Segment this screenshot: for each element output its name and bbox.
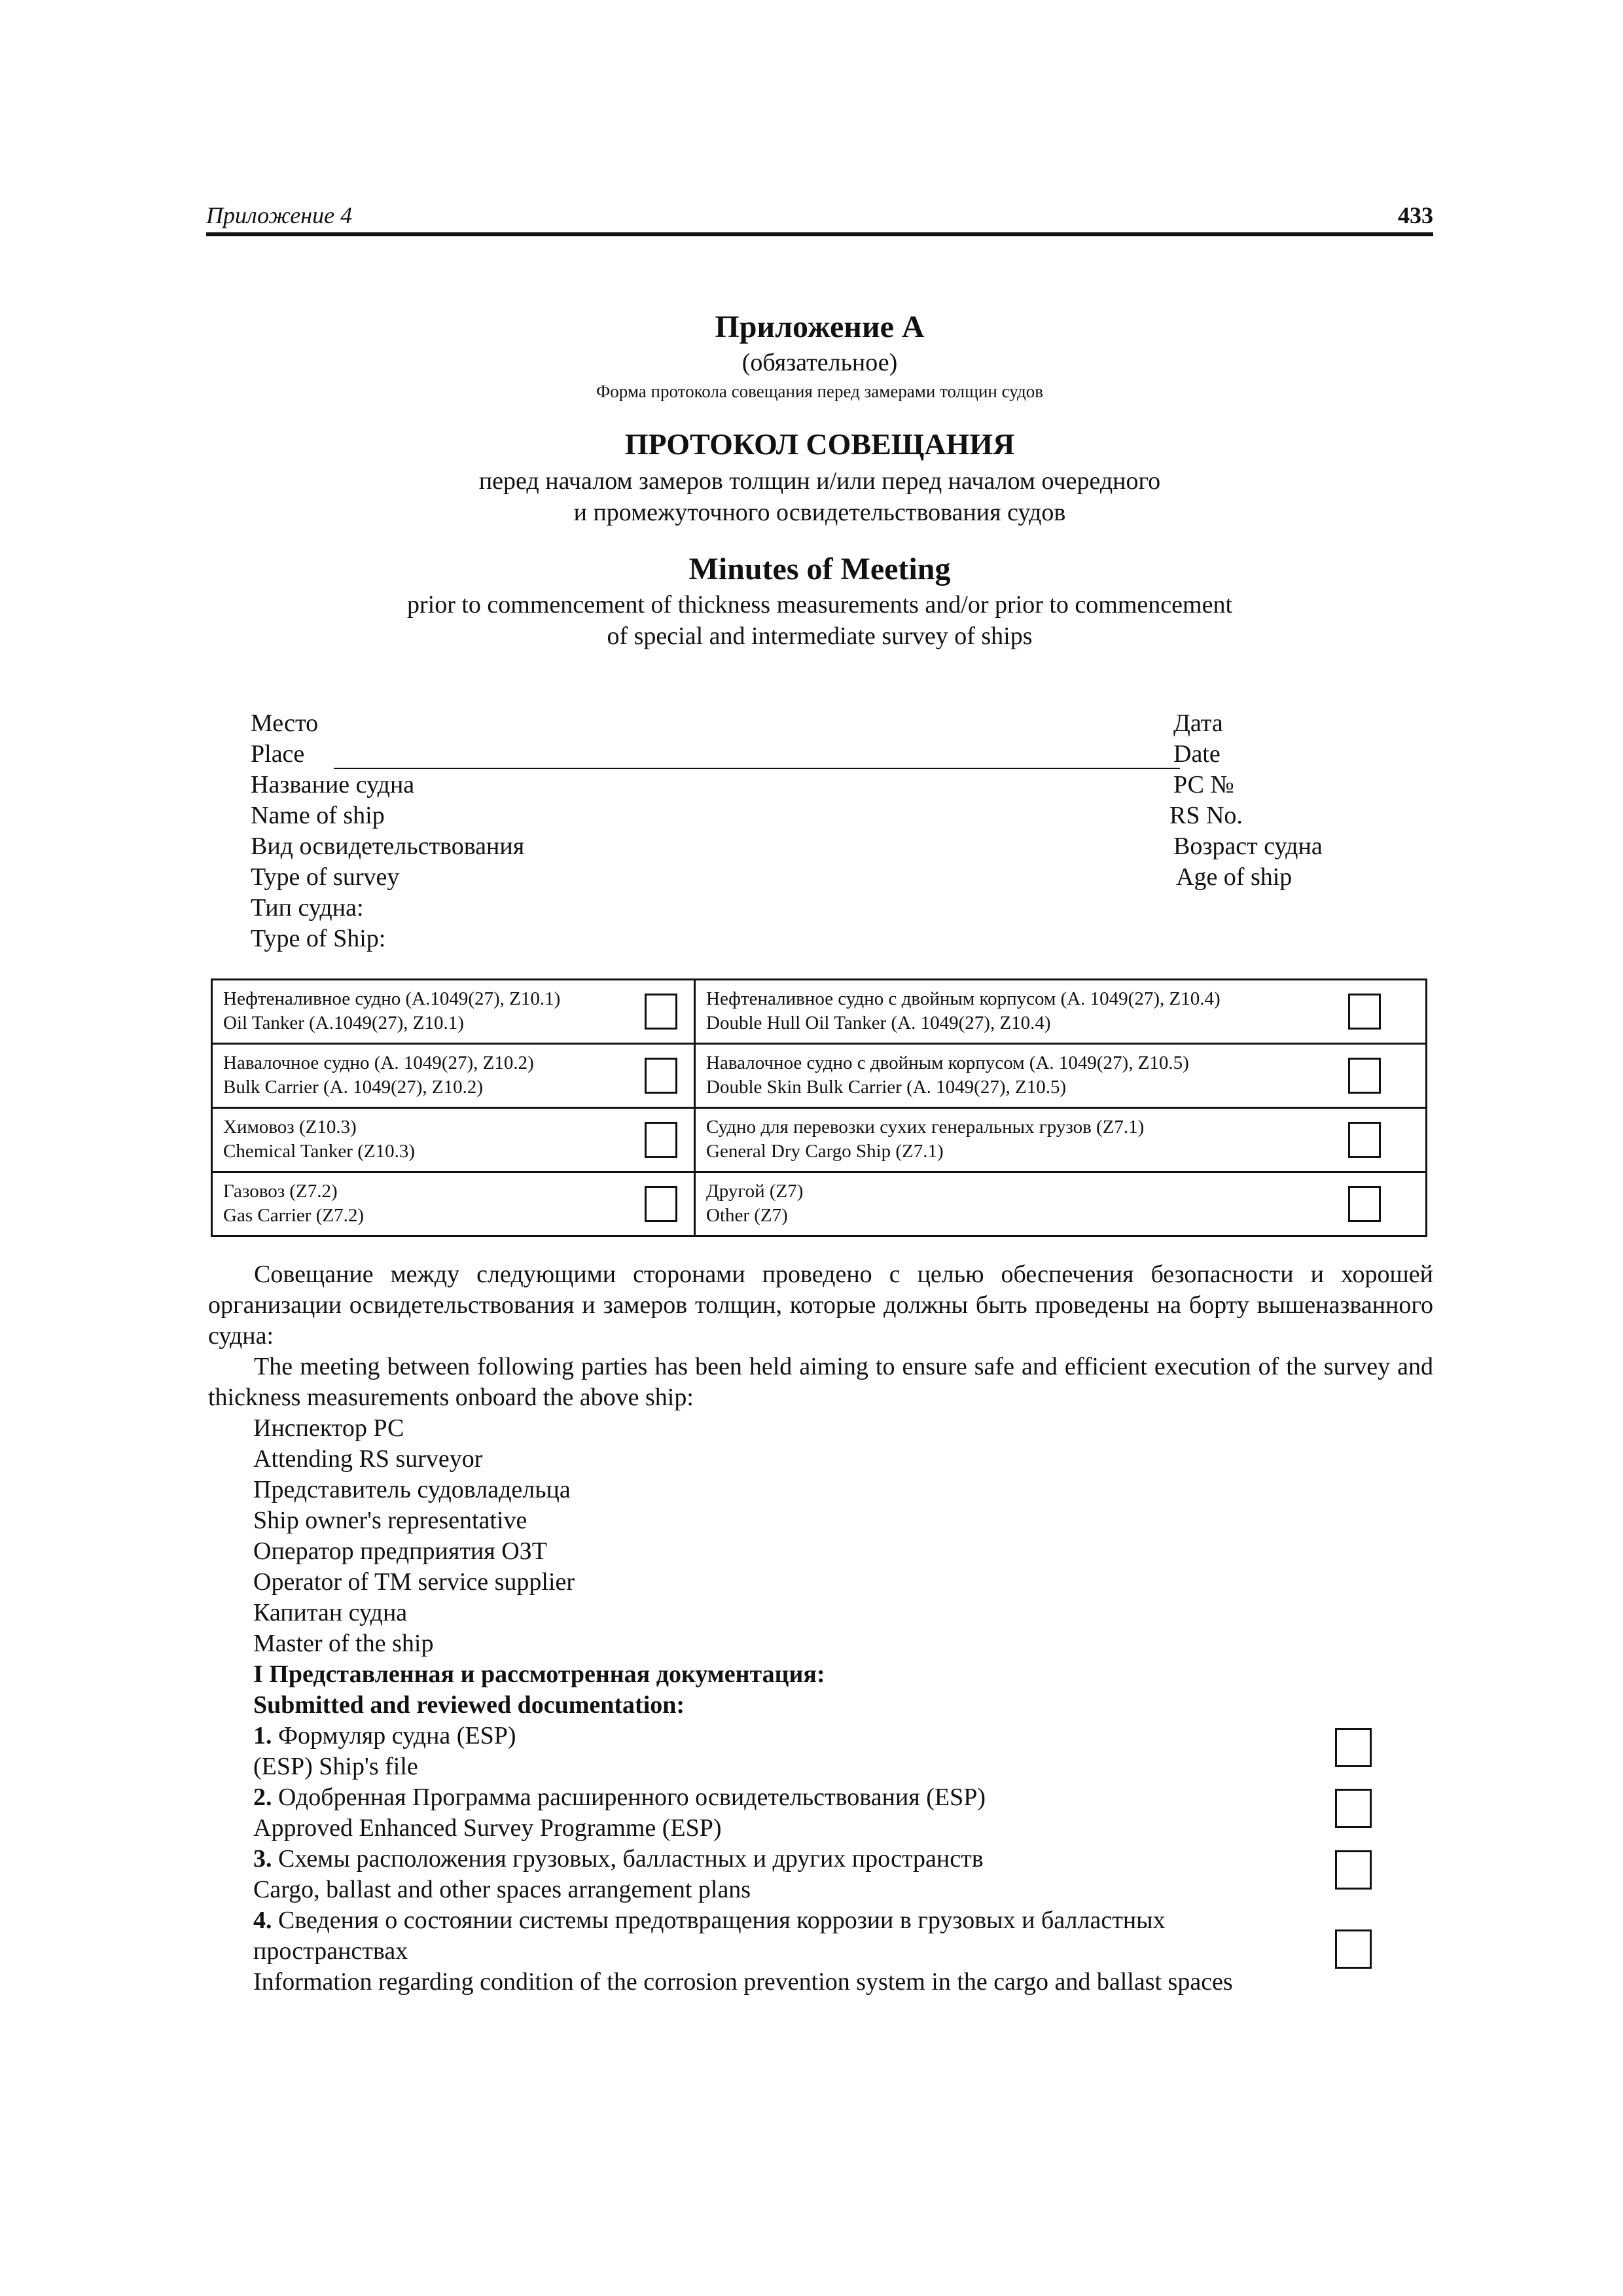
checkbox-chemical-tanker[interactable] bbox=[645, 1122, 677, 1158]
doc-number: 3. bbox=[253, 1845, 272, 1873]
party-surveyor-en: Attending RS surveyor bbox=[253, 1445, 483, 1473]
checkbox-doc-3[interactable] bbox=[1335, 1850, 1372, 1890]
checkbox-double-skin-bulk-carrier[interactable] bbox=[1348, 1058, 1381, 1094]
doc-label: Формуляр судна (ESP) bbox=[278, 1722, 516, 1749]
ship-type-label-en: General Dry Cargo Ship (Z7.1) bbox=[706, 1141, 944, 1162]
ship-type-label-ru: Судно для перевозки сухих генеральных грузов (Z7.1) bbox=[706, 1117, 1145, 1138]
table-row bbox=[212, 1108, 1427, 1172]
checkbox-doc-2[interactable] bbox=[1335, 1789, 1372, 1828]
doc-label: Схемы расположения грузовых, балластных и других пространств bbox=[278, 1845, 984, 1873]
ship-type-cell-right bbox=[695, 1044, 1427, 1108]
meeting-paragraph-en bbox=[208, 1352, 1433, 1413]
field-label-date-en: Date bbox=[1173, 740, 1221, 768]
ship-type-label-en: Other (Z7) bbox=[706, 1205, 788, 1226]
protocol-title: ПРОТОКОЛ СОВЕЩАНИЯ bbox=[624, 427, 1015, 461]
doc-item-1-ru bbox=[253, 1721, 516, 1750]
ship-type-label-en: Chemical Tanker (Z10.3) bbox=[223, 1141, 415, 1162]
ship-type-label-en: Double Skin Bulk Carrier (A. 1049(27), Z10.5) bbox=[706, 1077, 1067, 1098]
ship-type-label-ru: Нефтеналивное судно (A.1049(27), Z10.1) bbox=[223, 988, 561, 1009]
ship-type-label-ru: Навалочное судно с двойным корпусом (A. 1049(27), Z10.5) bbox=[706, 1052, 1189, 1073]
doc-item-3-ru bbox=[253, 1844, 984, 1873]
form-caption: Форма протокола совещания перед замерами толщин судов bbox=[596, 382, 1044, 401]
ship-type-table bbox=[211, 978, 1427, 1237]
doc-label: Одобренная Программа расширенного освидетельствования (ESP) bbox=[278, 1784, 986, 1811]
checkbox-doc-1[interactable] bbox=[1335, 1728, 1372, 1767]
field-label-place-ru: Место bbox=[251, 709, 319, 737]
doc-label: Сведения о состоянии системы предотвращения коррозии в грузовых и балластных bbox=[278, 1907, 1166, 1934]
doc-item-1-en: (ESP) Ship's file bbox=[253, 1753, 418, 1780]
checkbox-oil-tanker[interactable] bbox=[645, 994, 677, 1030]
field-label-ship-name-ru: Название судна bbox=[251, 771, 415, 798]
doc-item-3-en: Cargo, ballast and other spaces arrangement plans bbox=[253, 1876, 751, 1903]
minutes-subtitle-1: prior to commencement of thickness measurements and/or prior to commencement bbox=[407, 591, 1232, 619]
meeting-paragraph-ru bbox=[208, 1259, 1433, 1352]
doc-item-4-ru bbox=[253, 1906, 1166, 1935]
party-surveyor-ru: Инспектор РС bbox=[253, 1414, 404, 1442]
field-label-rs-no-en: RS No. bbox=[1169, 802, 1243, 829]
doc-item-4-ru-cont: пространствах bbox=[253, 1937, 408, 1965]
doc-item-2-en: Approved Enhanced Survey Programme (ESP) bbox=[253, 1814, 722, 1842]
field-label-ship-name-en: Name of ship bbox=[251, 802, 385, 829]
field-label-ship-type-ru: Тип судна: bbox=[251, 894, 364, 922]
table-row bbox=[212, 1044, 1427, 1108]
ship-type-label-ru: Навалочное судно (A. 1049(27), Z10.2) bbox=[223, 1052, 534, 1073]
ship-type-cell-right bbox=[695, 1108, 1427, 1172]
meeting-paragraph-en-text: The meeting between following parties has been held aiming to ensure safe and efficient execution of the survey and thickness measurements onboard the above ship: bbox=[208, 1353, 1433, 1411]
checkbox-general-dry-cargo-ship[interactable] bbox=[1348, 1122, 1381, 1158]
checkbox-doc-4[interactable] bbox=[1335, 1929, 1372, 1969]
party-operator-en: Operator of TM service supplier bbox=[253, 1568, 575, 1596]
doc-item-4-en: Information regarding condition of the corrosion prevention system in the cargo and ballast spaces bbox=[253, 1968, 1233, 1996]
party-master-en: Master of the ship bbox=[253, 1630, 434, 1657]
doc-number: 4. bbox=[253, 1907, 272, 1934]
section-title-ru: I Представленная и рассмотренная документация: bbox=[253, 1660, 825, 1688]
header-rule bbox=[206, 232, 1433, 236]
party-master-ru: Капитан судна bbox=[253, 1599, 408, 1626]
protocol-subtitle-1: перед началом замеров толщин и/или перед началом очередного bbox=[478, 467, 1161, 495]
ship-type-cell-left bbox=[212, 980, 695, 1044]
page-number: 433 bbox=[1398, 202, 1433, 228]
place-input-line[interactable] bbox=[334, 768, 1180, 769]
checkbox-double-hull-oil-tanker[interactable] bbox=[1348, 994, 1381, 1030]
doc-number: 1. bbox=[253, 1722, 272, 1749]
field-label-survey-type-en: Type of survey bbox=[251, 863, 400, 891]
party-owner-ru: Представитель судовладельца bbox=[253, 1476, 571, 1503]
checkbox-gas-carrier[interactable] bbox=[645, 1186, 677, 1222]
ship-type-label-ru: Химовоз (Z10.3) bbox=[223, 1117, 357, 1138]
field-label-survey-type-ru: Вид освидетельствования bbox=[251, 833, 525, 860]
ship-type-label-ru: Другой (Z7) bbox=[706, 1181, 804, 1202]
table-row bbox=[212, 1172, 1427, 1236]
doc-item-2-ru bbox=[253, 1783, 986, 1812]
section-title-en: Submitted and reviewed documentation: bbox=[253, 1691, 685, 1719]
field-label-age-en: Age of ship bbox=[1176, 863, 1293, 891]
field-label-age-ru: Возраст судна bbox=[1173, 833, 1323, 860]
ship-type-cell-right bbox=[695, 980, 1427, 1044]
field-label-ship-type-en: Type of Ship: bbox=[251, 925, 386, 952]
ship-type-cell-left bbox=[212, 1172, 695, 1236]
running-header-title: Приложение 4 bbox=[206, 202, 353, 228]
minutes-title: Minutes of Meeting bbox=[688, 552, 951, 586]
minutes-subtitle-2: of special and intermediate survey of ships bbox=[607, 622, 1033, 650]
appendix-title: Приложение А bbox=[715, 310, 925, 344]
appendix-obligatory: (обязательное) bbox=[741, 349, 898, 376]
ship-type-label-en: Bulk Carrier (A. 1049(27), Z10.2) bbox=[223, 1077, 484, 1098]
party-owner-en: Ship owner's representative bbox=[253, 1507, 527, 1534]
field-label-place-en: Place bbox=[251, 740, 305, 768]
ship-type-label-ru: Нефтеналивное судно с двойным корпусом (A. 1049(27), Z10.4) bbox=[706, 988, 1221, 1009]
ship-type-cell-left bbox=[212, 1044, 695, 1108]
checkbox-bulk-carrier[interactable] bbox=[645, 1058, 677, 1094]
field-label-date-ru: Дата bbox=[1173, 709, 1223, 737]
meeting-paragraph-ru-text: Совещание между следующими сторонами проведено с целью обеспечения безопасности и хорошей организации освидетельствования и замеров толщин, которые должны быть проведены на борту вышеназванного судна: bbox=[208, 1261, 1433, 1350]
checkbox-other[interactable] bbox=[1348, 1186, 1381, 1222]
ship-type-cell-right bbox=[695, 1172, 1427, 1236]
ship-type-cell-left bbox=[212, 1108, 695, 1172]
table-row bbox=[212, 980, 1427, 1044]
field-label-rs-no-ru: РС № bbox=[1173, 771, 1234, 798]
ship-type-label-en: Double Hull Oil Tanker (A. 1049(27), Z10.4) bbox=[706, 1013, 1051, 1033]
ship-type-label-en: Oil Tanker (A.1049(27), Z10.1) bbox=[223, 1013, 464, 1033]
doc-number: 2. bbox=[253, 1784, 272, 1811]
party-operator-ru: Оператор предприятия ОЗТ bbox=[253, 1537, 547, 1565]
ship-type-label-ru: Газовоз (Z7.2) bbox=[223, 1181, 338, 1202]
ship-type-label-en: Gas Carrier (Z7.2) bbox=[223, 1205, 364, 1226]
protocol-subtitle-2: и промежуточного освидетельствования судов bbox=[573, 499, 1066, 526]
running-header bbox=[206, 202, 1433, 236]
